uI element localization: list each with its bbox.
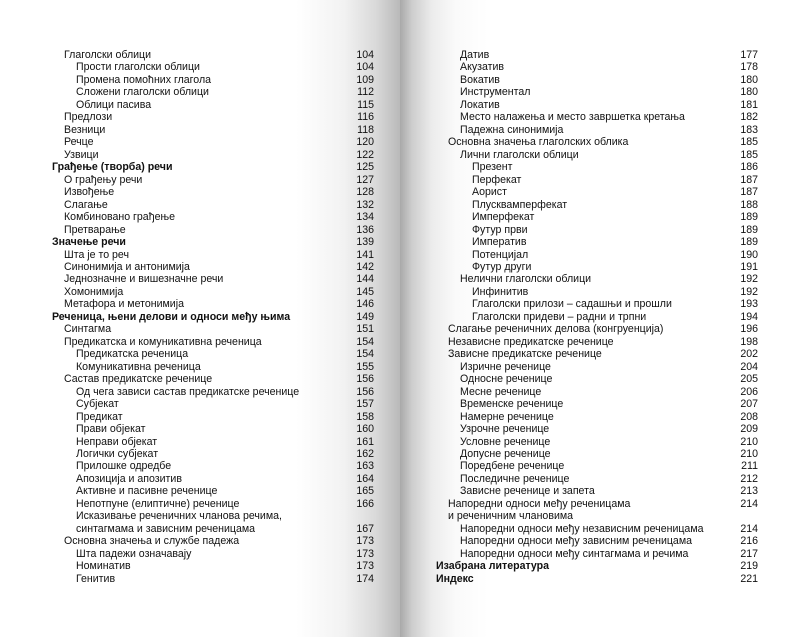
toc-entry-title: Активне и пасивне реченице <box>76 485 218 498</box>
toc-entry-page: 109 <box>356 73 374 86</box>
toc-entry-page: 116 <box>357 111 374 124</box>
toc-entry-title: Неправи објекат <box>76 435 158 448</box>
toc-entry <box>436 161 758 173</box>
toc-entry-page: 112 <box>357 86 374 99</box>
toc-entry <box>436 298 758 310</box>
toc-entry-page: 216 <box>740 535 758 548</box>
toc-entry-title: Извођење <box>64 186 115 199</box>
toc-entry-title: Инфинитив <box>472 285 529 298</box>
toc-entry-title: Састав предикатске реченице <box>64 373 213 386</box>
toc-entry-title: Генитив <box>76 572 116 585</box>
toc-entry-page: 196 <box>740 323 758 336</box>
toc-entry-page: 160 <box>356 423 374 436</box>
toc-entry-title: Футур први <box>472 223 528 236</box>
toc-entry <box>52 99 374 111</box>
toc-entry <box>52 186 374 198</box>
toc-entry <box>52 548 374 560</box>
toc-entry-title: Синонимија и антонимија <box>64 260 190 273</box>
toc-entry <box>436 136 758 148</box>
toc-entry-title: Последичне реченице <box>460 472 570 485</box>
toc-entry <box>436 535 758 547</box>
toc-entry-title: Глаголски придеви – радни и трпни <box>472 310 647 323</box>
toc-entry-page: 204 <box>740 360 758 373</box>
toc-entry <box>436 373 758 385</box>
toc-entry <box>436 236 758 248</box>
toc-entry-page: 154 <box>356 335 374 348</box>
toc-entry-page: 192 <box>740 273 758 286</box>
toc-entry <box>52 323 374 335</box>
toc-entry-title: Нелични глаголски облици <box>460 273 592 286</box>
toc-entry <box>52 473 374 485</box>
toc-entry-title: Прости глаголски облици <box>76 61 200 74</box>
toc-entry-title: Речце <box>64 136 94 149</box>
toc-entry <box>436 485 758 497</box>
toc-entry <box>436 211 758 223</box>
toc-entry <box>436 49 758 61</box>
toc-entry-page: 141 <box>356 248 374 261</box>
toc-entry-title: Субјекат <box>76 398 119 411</box>
toc-entry-title: синтагмама и зависним реченицама <box>76 522 256 535</box>
toc-left <box>52 49 374 585</box>
toc-entry-title: Аорист <box>472 186 507 199</box>
toc-entry <box>436 249 758 261</box>
toc-entry <box>436 224 758 236</box>
toc-entry-page: 174 <box>356 572 374 585</box>
toc-entry-title: Перфекат <box>472 173 522 186</box>
toc-entry-title: Падежна синонимија <box>460 123 564 136</box>
toc-entry <box>436 448 758 460</box>
toc-entry-page: 132 <box>356 198 374 211</box>
toc-entry-page: 155 <box>356 360 374 373</box>
toc-entry-title: Временске реченице <box>460 398 564 411</box>
toc-entry <box>52 411 374 423</box>
toc-entry-page: 157 <box>356 398 374 411</box>
toc-entry-title: Логички субјекат <box>76 448 159 460</box>
toc-entry-title: Потенцијал <box>472 248 529 261</box>
toc-entry <box>436 323 758 335</box>
toc-entry <box>52 535 374 547</box>
toc-entry <box>52 49 374 61</box>
toc-entry <box>436 86 758 98</box>
toc-right <box>436 49 758 585</box>
toc-entry-title: Прави објекат <box>76 423 146 436</box>
toc-entry-page: 163 <box>356 460 374 473</box>
toc-entry-page: 166 <box>356 497 374 510</box>
toc-entry-page: 194 <box>740 310 758 323</box>
toc-entry <box>436 473 758 485</box>
toc-entry <box>52 86 374 98</box>
toc-entry-page: 178 <box>740 61 758 74</box>
toc-entry-title: Плусквамперфекат <box>472 198 568 211</box>
toc-entry-page: 167 <box>356 522 374 535</box>
toc-entry-page: 207 <box>740 398 758 411</box>
toc-entry-page: 164 <box>356 472 374 485</box>
toc-entry-title: Грађење (творба) речи <box>52 161 173 174</box>
toc-entry-title: Узрочне реченице <box>460 423 550 436</box>
toc-entry-page: 158 <box>356 410 374 423</box>
toc-entry-page: 173 <box>356 560 374 573</box>
toc-entry <box>52 436 374 448</box>
toc-entry <box>52 573 374 585</box>
toc-entry-page: 219 <box>740 560 758 573</box>
toc-entry <box>52 298 374 310</box>
toc-entry <box>436 398 758 410</box>
toc-entry-title: О грађењу речи <box>64 173 143 186</box>
toc-entry <box>52 361 374 373</box>
toc-entry <box>52 111 374 123</box>
toc-entry-title: Акузатив <box>460 61 505 74</box>
toc-entry-title: Непотпуне (елиптичне) реченице <box>76 497 240 510</box>
toc-entry-page: 191 <box>740 260 758 273</box>
toc-entry-title: Имперфекат <box>472 211 535 224</box>
toc-entry-page: 192 <box>740 285 758 298</box>
toc-entry <box>436 436 758 448</box>
toc-entry-page: 213 <box>740 485 758 498</box>
toc-entry-page: 206 <box>740 385 758 398</box>
toc-entry-title: Напоредни односи међу синтагмама и речима <box>460 547 689 560</box>
toc-entry <box>52 74 374 86</box>
toc-entry-page: 161 <box>356 435 374 448</box>
toc-entry <box>436 273 758 285</box>
toc-entry-page: 177 <box>740 49 758 61</box>
toc-entry-title: Месне реченице <box>460 385 542 398</box>
toc-entry <box>436 498 758 510</box>
toc-entry <box>436 573 758 585</box>
toc-entry <box>52 386 374 398</box>
toc-entry-title: Значење речи <box>52 236 126 249</box>
toc-entry-page: 128 <box>356 186 374 199</box>
toc-entry-page: 193 <box>740 298 758 311</box>
toc-entry-page: 144 <box>356 273 374 286</box>
toc-entry-title: Номинатив <box>76 560 131 573</box>
toc-entry <box>52 61 374 73</box>
toc-entry <box>52 199 374 211</box>
toc-entry-title: Реченица, њени делови и односи међу њима <box>52 310 291 323</box>
toc-entry <box>52 336 374 348</box>
toc-entry-page: 214 <box>740 497 758 510</box>
toc-entry <box>436 99 758 111</box>
toc-entry-page: 139 <box>356 236 374 249</box>
toc-entry-page: 104 <box>356 49 374 61</box>
toc-entry-page: 211 <box>741 460 758 473</box>
toc-entry-title: Вокатив <box>460 73 500 86</box>
toc-entry-title: Предикат <box>76 410 123 423</box>
toc-entry-title: Допусне реченице <box>460 448 551 460</box>
toc-entry <box>52 398 374 410</box>
toc-entry-page: 134 <box>356 211 374 224</box>
toc-entry-title: Презент <box>472 161 513 174</box>
toc-entry-page: 120 <box>356 136 374 149</box>
toc-entry <box>436 460 758 472</box>
toc-entry-page: 122 <box>356 148 374 161</box>
toc-entry-page: 187 <box>740 186 758 199</box>
toc-entry-page: 209 <box>740 423 758 436</box>
toc-entry-page: 154 <box>356 348 374 361</box>
toc-entry-page: 189 <box>740 211 758 224</box>
toc-entry-title: Предикатска реченица <box>76 348 189 361</box>
toc-entry <box>436 261 758 273</box>
toc-entry <box>52 523 374 535</box>
toc-entry <box>436 548 758 560</box>
toc-entry-title: Независне предикатске реченице <box>448 335 614 348</box>
toc-entry-page: 145 <box>356 285 374 298</box>
toc-entry <box>52 124 374 136</box>
toc-entry <box>52 136 374 148</box>
toc-entry-title: Предикатска и комуникативна реченица <box>64 335 262 348</box>
toc-entry-page: 142 <box>356 260 374 273</box>
toc-entry <box>436 286 758 298</box>
toc-entry-page: 189 <box>740 223 758 236</box>
toc-entry-page: 185 <box>740 148 758 161</box>
toc-entry-title: Шта падежи означавају <box>76 547 192 560</box>
toc-entry-title: Метафора и метонимија <box>64 298 184 311</box>
toc-entry-page: 185 <box>740 136 758 149</box>
toc-entry-title: Локатив <box>460 98 500 111</box>
toc-entry-title: Слагање <box>64 198 108 211</box>
toc-entry-title: Глаголски прилози – садашњи и прошли <box>472 298 672 311</box>
toc-entry-title: Прилошке одредбе <box>76 460 172 473</box>
toc-entry <box>52 373 374 385</box>
toc-entry-title: Комуникативна реченица <box>76 360 201 373</box>
toc-entry <box>52 286 374 298</box>
toc-entry <box>436 124 758 136</box>
toc-entry-title: Изричне реченице <box>460 360 551 373</box>
toc-entry-page: 104 <box>356 61 374 74</box>
toc-entry <box>52 273 374 285</box>
toc-entry <box>436 186 758 198</box>
toc-entry <box>52 211 374 223</box>
toc-entry-page: 210 <box>740 448 758 460</box>
toc-entry-title: Поредбене реченице <box>460 460 565 473</box>
toc-entry-title: Облици пасива <box>76 98 152 111</box>
toc-entry <box>52 249 374 261</box>
toc-entry-title: Комбиновано грађење <box>64 211 175 224</box>
toc-entry-title: Шта је то реч <box>64 248 129 261</box>
toc-entry-page: 115 <box>357 98 374 111</box>
toc-entry <box>52 560 374 572</box>
toc-entry-title: Футур други <box>472 260 532 273</box>
toc-entry-title: Везници <box>64 123 106 136</box>
toc-entry-title: Императив <box>472 236 527 249</box>
toc-entry-page: 173 <box>356 547 374 560</box>
toc-entry-page: 187 <box>740 173 758 186</box>
toc-entry-title: Основна значења глаголских облика <box>448 136 629 149</box>
toc-entry-page: 188 <box>740 198 758 211</box>
toc-entry <box>436 149 758 161</box>
toc-entry-page: 149 <box>356 310 374 323</box>
toc-entry-title: Једнозначне и вишезначне речи <box>64 273 224 286</box>
toc-entry <box>436 560 758 572</box>
toc-entry <box>52 485 374 497</box>
toc-entry-page: 118 <box>357 123 374 136</box>
toc-entry-title: Односне реченице <box>460 373 553 386</box>
toc-entry-page: 173 <box>356 535 374 548</box>
toc-entry <box>436 361 758 373</box>
toc-entry-title: Глаголски облици <box>64 49 152 61</box>
toc-entry-title: Лични глаголски облици <box>460 148 579 161</box>
toc-entry <box>436 386 758 398</box>
toc-entry <box>436 423 758 435</box>
toc-entry <box>52 224 374 236</box>
toc-entry-title: Апозиција и апозитив <box>76 472 182 485</box>
toc-entry <box>52 423 374 435</box>
toc-entry-title: Основна значења и службе падежа <box>64 535 240 548</box>
toc-entry-page: 146 <box>356 298 374 311</box>
toc-entry-page: 208 <box>740 410 758 423</box>
toc-entry-page: 162 <box>356 448 374 460</box>
toc-entry-title: Место налажења и место завршетка кретања <box>460 111 685 124</box>
toc-entry-page: 183 <box>740 123 758 136</box>
toc-entry-page: 182 <box>740 111 758 124</box>
toc-entry <box>52 460 374 472</box>
toc-entry-page: 127 <box>356 173 374 186</box>
toc-entry <box>52 261 374 273</box>
toc-entry-page: 136 <box>356 223 374 236</box>
toc-entry-title: Зависне предикатске реченице <box>448 348 602 361</box>
toc-entry <box>436 111 758 123</box>
toc-entry-page: 186 <box>740 161 758 174</box>
toc-entry <box>52 149 374 161</box>
toc-entry-page: 214 <box>740 522 758 535</box>
toc-entry <box>52 510 374 522</box>
toc-entry <box>436 174 758 186</box>
toc-entry-title: и реченичним члановима <box>448 510 574 523</box>
right-page <box>400 0 800 637</box>
toc-entry <box>52 236 374 248</box>
toc-entry <box>436 311 758 323</box>
toc-entry <box>52 348 374 360</box>
toc-entry <box>436 523 758 535</box>
toc-entry <box>52 174 374 186</box>
toc-entry-title: Сложени глаголски облици <box>76 86 209 99</box>
toc-entry-title: Датив <box>460 49 490 61</box>
toc-entry-title: Зависне реченице и запета <box>460 485 595 498</box>
toc-entry-title: Напоредни односи међу независним реченицама <box>460 522 704 535</box>
toc-entry-page: 210 <box>740 435 758 448</box>
toc-entry-page: 198 <box>740 335 758 348</box>
toc-entry-page: 180 <box>740 86 758 99</box>
toc-entry <box>436 411 758 423</box>
toc-entry-page: 156 <box>356 385 374 398</box>
toc-entry-title: Условне реченице <box>460 435 551 448</box>
toc-entry <box>436 199 758 211</box>
toc-entry-title: Напоредни односи међу реченицама <box>448 497 631 510</box>
toc-entry-title: Индекс <box>436 572 474 585</box>
toc-entry-title: Претварање <box>64 223 126 236</box>
toc-entry-page: 181 <box>740 98 758 111</box>
toc-entry-title: Исказивање реченичних чланова речима, <box>76 510 282 523</box>
toc-entry <box>436 336 758 348</box>
toc-entry-page: 190 <box>740 248 758 261</box>
toc-entry-page: 151 <box>356 323 374 336</box>
toc-entry-page: 217 <box>740 547 758 560</box>
toc-entry <box>52 448 374 460</box>
toc-entry-title: Предлози <box>64 111 113 124</box>
toc-entry-title: Намерне реченице <box>460 410 554 423</box>
toc-entry-page: 189 <box>740 236 758 249</box>
toc-entry <box>436 348 758 360</box>
toc-entry-title: Промена помоћних глагола <box>76 73 212 86</box>
toc-entry-page: 212 <box>740 472 758 485</box>
toc-entry-title: Од чега зависи састав предикатске реченице <box>76 385 300 398</box>
toc-entry-page: 165 <box>356 485 374 498</box>
toc-entry <box>52 498 374 510</box>
toc-entry-page: 221 <box>740 572 758 585</box>
toc-entry-page: 125 <box>356 161 374 174</box>
toc-entry-title: Изабрана литература <box>436 560 550 573</box>
toc-entry-title: Слагање реченичних делова (конгруенција) <box>448 323 664 336</box>
toc-entry <box>52 311 374 323</box>
toc-entry-title: Узвици <box>64 148 99 161</box>
toc-entry-page: 156 <box>356 373 374 386</box>
toc-entry-title: Напоредни односи међу зависним реченицама <box>460 535 692 548</box>
toc-entry <box>52 161 374 173</box>
toc-entry-title: Синтагма <box>64 323 112 336</box>
toc-entry-page: 180 <box>740 73 758 86</box>
toc-entry <box>436 61 758 73</box>
toc-entry <box>436 510 758 522</box>
toc-entry-title: Инструментал <box>460 86 531 99</box>
toc-entry-page: 205 <box>740 373 758 386</box>
toc-entry <box>436 74 758 86</box>
toc-entry-page: 202 <box>740 348 758 361</box>
toc-entry-title: Хомонимија <box>64 285 124 298</box>
